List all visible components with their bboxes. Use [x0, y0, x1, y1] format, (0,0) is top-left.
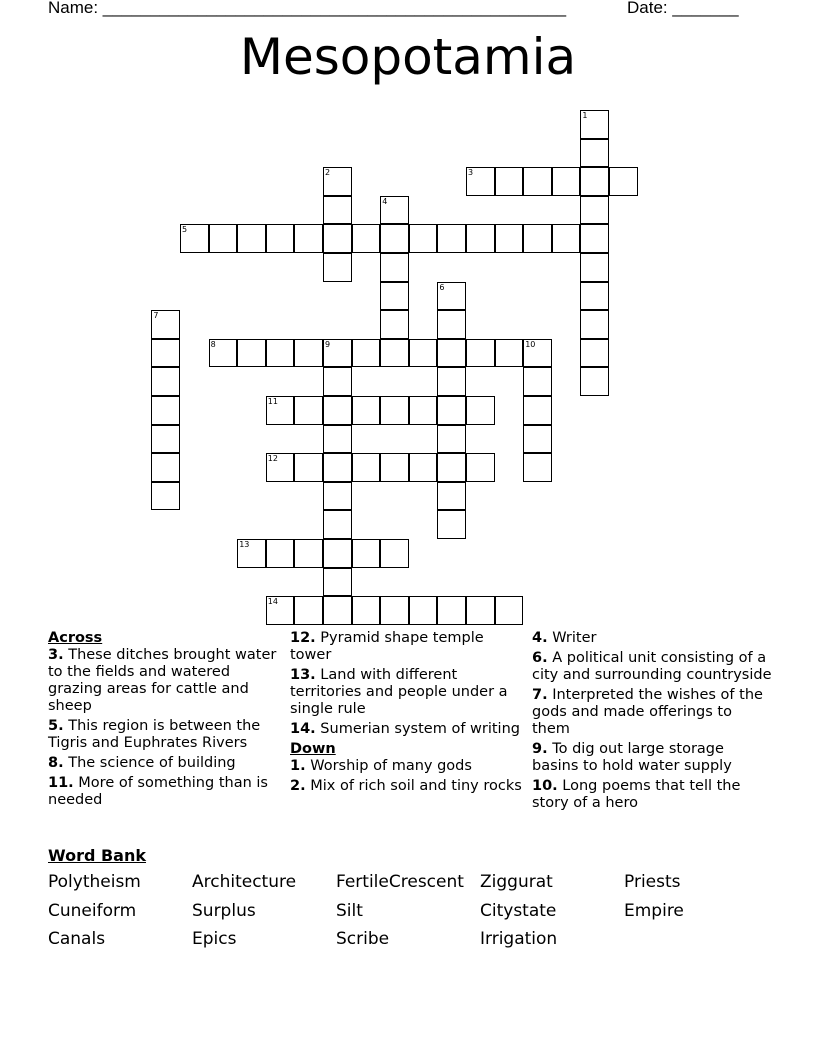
grid-cell[interactable] [323, 425, 352, 454]
grid-number: 13 [239, 540, 250, 549]
grid-cell[interactable] [380, 539, 409, 568]
grid-cell[interactable] [580, 282, 609, 311]
word-bank-heading: Word Bank [48, 846, 147, 865]
clue-number: 12. [290, 630, 316, 646]
grid-cell[interactable] [352, 339, 381, 368]
clue-text: Land with different territories and people under a single rule [290, 667, 508, 717]
clue-across-12 [290, 630, 522, 664]
grid-cell[interactable] [552, 224, 581, 253]
name-field-label: Name: _________________________________________________ [48, 0, 567, 17]
grid-number: 1 [582, 111, 588, 120]
clue-number: 11. [48, 775, 74, 791]
grid-cell[interactable] [380, 339, 409, 368]
grid-cell[interactable] [523, 367, 552, 396]
clue-text: The science of building [68, 755, 236, 771]
grid-cell[interactable] [323, 510, 352, 539]
word-bank-item: Ziggurat [480, 872, 553, 892]
grid-number: 9 [325, 339, 331, 349]
grid-cell[interactable] [151, 453, 180, 482]
clue-text: A political unit consisting of a city and surrounding countryside [532, 650, 772, 683]
grid-cell[interactable] [294, 339, 323, 368]
word-bank-item: Polytheism [48, 872, 141, 892]
clue-number: 2. [290, 778, 306, 794]
across-heading: Across [48, 630, 103, 646]
grid-cell[interactable] [294, 396, 323, 425]
word-bank-item: Priests [624, 872, 681, 892]
clue-across-5 [48, 718, 280, 752]
clue-text: Writer [552, 630, 597, 646]
grid-cell[interactable] [266, 224, 295, 253]
clue-number: 6. [532, 650, 548, 666]
grid-cell[interactable] [437, 224, 466, 253]
grid-cell[interactable] [352, 396, 381, 425]
grid-cell[interactable] [352, 453, 381, 482]
grid-cell[interactable] [466, 224, 495, 253]
grid-number: 5 [182, 225, 188, 235]
word-bank-item: Empire [624, 901, 684, 921]
grid-cell[interactable] [437, 396, 466, 425]
clue-down-1 [290, 758, 522, 775]
clue-text: Sumerian system of writing [320, 721, 520, 737]
grid-cell[interactable] [151, 482, 180, 511]
word-bank-item: Epics [192, 929, 237, 949]
grid-cell[interactable] [609, 167, 638, 196]
grid-cell[interactable] [523, 396, 552, 425]
grid-number: 14 [267, 597, 278, 607]
grid-cell[interactable] [151, 425, 180, 454]
word-bank-item: Canals [48, 929, 106, 949]
grid-cell[interactable] [437, 482, 466, 511]
grid-cell[interactable] [409, 596, 438, 625]
clue-down-2 [290, 778, 522, 795]
grid-cell[interactable] [323, 453, 352, 482]
clue-number: 1. [290, 758, 306, 774]
clue-down-4 [532, 630, 772, 647]
grid-cell[interactable] [437, 367, 466, 396]
word-bank-item: Scribe [336, 929, 390, 949]
grid-cell[interactable] [495, 224, 524, 253]
grid-cell[interactable] [523, 224, 552, 253]
clue-number: 3. [48, 647, 64, 663]
grid-number: 10 [525, 339, 536, 349]
grid-cell[interactable] [580, 367, 609, 396]
clue-text: Interpreted the wishes of the gods and made offerings to them [532, 687, 763, 737]
word-bank-item: Citystate [480, 901, 557, 921]
word-bank-item: Silt [336, 901, 363, 921]
grid-cell[interactable] [151, 367, 180, 396]
grid-cell[interactable] [323, 253, 352, 282]
grid-cell[interactable] [437, 596, 466, 625]
grid-cell[interactable] [323, 396, 352, 425]
grid-number: 2 [325, 168, 331, 178]
grid-cell[interactable] [523, 425, 552, 454]
grid-cell[interactable] [409, 453, 438, 482]
grid-cell[interactable] [294, 596, 323, 625]
grid-cell[interactable] [437, 310, 466, 339]
grid-cell[interactable] [266, 539, 295, 568]
grid-cell[interactable] [580, 196, 609, 225]
clue-text: Worship of many gods [310, 758, 472, 774]
grid-cell[interactable] [495, 167, 524, 196]
grid-number: 6 [439, 282, 445, 292]
clue-column-1 [48, 630, 280, 812]
grid-cell[interactable] [323, 482, 352, 511]
grid-cell[interactable] [294, 453, 323, 482]
grid-cell[interactable] [380, 310, 409, 339]
grid-cell[interactable] [323, 196, 352, 225]
down-heading: Down [290, 741, 336, 757]
clue-number: 14. [290, 721, 316, 737]
grid-cell[interactable] [523, 167, 552, 196]
grid-cell[interactable] [466, 396, 495, 425]
clue-number: 10. [532, 778, 558, 794]
word-bank-item: FertileCrescent [336, 872, 464, 892]
word-bank-item: Surplus [192, 901, 256, 921]
clue-number: 8. [48, 755, 64, 771]
clue-across-14 [290, 721, 522, 738]
grid-cell[interactable] [237, 339, 266, 368]
clue-column-3 [532, 630, 772, 815]
clue-text: These ditches brought water to the fields and watered grazing areas for cattle and sheep [48, 647, 277, 714]
grid-cell[interactable] [380, 253, 409, 282]
clue-down-9 [532, 741, 772, 775]
grid-cell[interactable] [580, 224, 609, 253]
grid-cell[interactable] [409, 224, 438, 253]
grid-cell[interactable] [580, 310, 609, 339]
grid-cell[interactable] [466, 339, 495, 368]
clue-text: This region is between the Tigris and Euphrates Rivers [48, 718, 261, 751]
grid-cell[interactable] [580, 339, 609, 368]
word-bank-item: Cuneiform [48, 901, 137, 921]
grid-cell[interactable] [437, 425, 466, 454]
grid-cell[interactable] [552, 167, 581, 196]
grid-cell[interactable] [294, 224, 323, 253]
clue-text: More of something than is needed [48, 775, 268, 808]
grid-cell[interactable] [495, 596, 524, 625]
clue-text: To dig out large storage basins to hold water supply [532, 741, 732, 774]
grid-cell[interactable] [266, 339, 295, 368]
clue-number: 9. [532, 741, 548, 757]
grid-cell[interactable] [352, 224, 381, 253]
grid-cell[interactable] [151, 396, 180, 425]
clue-number: 13. [290, 667, 316, 683]
word-bank-item: Architecture [192, 872, 297, 892]
clue-number: 7. [532, 687, 548, 703]
grid-cell[interactable] [237, 224, 266, 253]
clue-down-10 [532, 778, 772, 812]
grid-cell[interactable] [409, 396, 438, 425]
grid-cell[interactable] [380, 453, 409, 482]
grid-cell[interactable] [209, 224, 238, 253]
grid-cell[interactable] [380, 282, 409, 311]
grid-cell[interactable] [352, 539, 381, 568]
page-title: Mesopotamia [239, 28, 577, 86]
grid-cell[interactable] [466, 596, 495, 625]
clue-text: Mix of rich soil and tiny rocks [310, 778, 522, 794]
grid-number: 8 [210, 339, 216, 349]
clue-across-8 [48, 755, 280, 772]
grid-cell[interactable] [323, 367, 352, 396]
clue-across-11 [48, 775, 280, 809]
grid-cell[interactable] [580, 167, 609, 196]
grid-cell[interactable] [409, 339, 438, 368]
grid-cell[interactable] [580, 253, 609, 282]
grid-cell[interactable] [151, 339, 180, 368]
grid-number: 11 [267, 397, 278, 406]
grid-cell[interactable] [580, 139, 609, 168]
grid-cell[interactable] [323, 596, 352, 625]
grid-number: 12 [267, 454, 278, 464]
grid-cell[interactable] [323, 539, 352, 568]
word-bank-item: Irrigation [480, 929, 558, 949]
clue-down-7 [532, 687, 772, 738]
grid-cell[interactable] [495, 339, 524, 368]
grid-number: 4 [382, 196, 388, 206]
clue-column-2 [290, 630, 522, 798]
grid-cell[interactable] [437, 339, 466, 368]
grid-cell[interactable] [380, 224, 409, 253]
grid-cell[interactable] [466, 453, 495, 482]
clue-text: Long poems that tell the story of a hero [532, 778, 741, 811]
clue-number: 5. [48, 718, 64, 734]
clue-text: Pyramid shape temple tower [290, 630, 484, 663]
grid-cell[interactable] [323, 568, 352, 597]
clue-across-3 [48, 647, 280, 715]
grid-cell[interactable] [523, 453, 552, 482]
grid-cell[interactable] [352, 596, 381, 625]
clue-down-6 [532, 650, 772, 684]
grid-cell[interactable] [437, 453, 466, 482]
grid-cell[interactable] [437, 510, 466, 539]
grid-cell[interactable] [294, 539, 323, 568]
clue-across-13 [290, 667, 522, 718]
grid-number: 7 [153, 311, 159, 321]
date-field-label: Date: _______ [627, 0, 739, 17]
grid-cell[interactable] [380, 596, 409, 625]
grid-number: 3 [468, 168, 474, 178]
grid-cell[interactable] [323, 224, 352, 253]
clue-number: 4. [532, 630, 548, 646]
grid-cell[interactable] [380, 396, 409, 425]
